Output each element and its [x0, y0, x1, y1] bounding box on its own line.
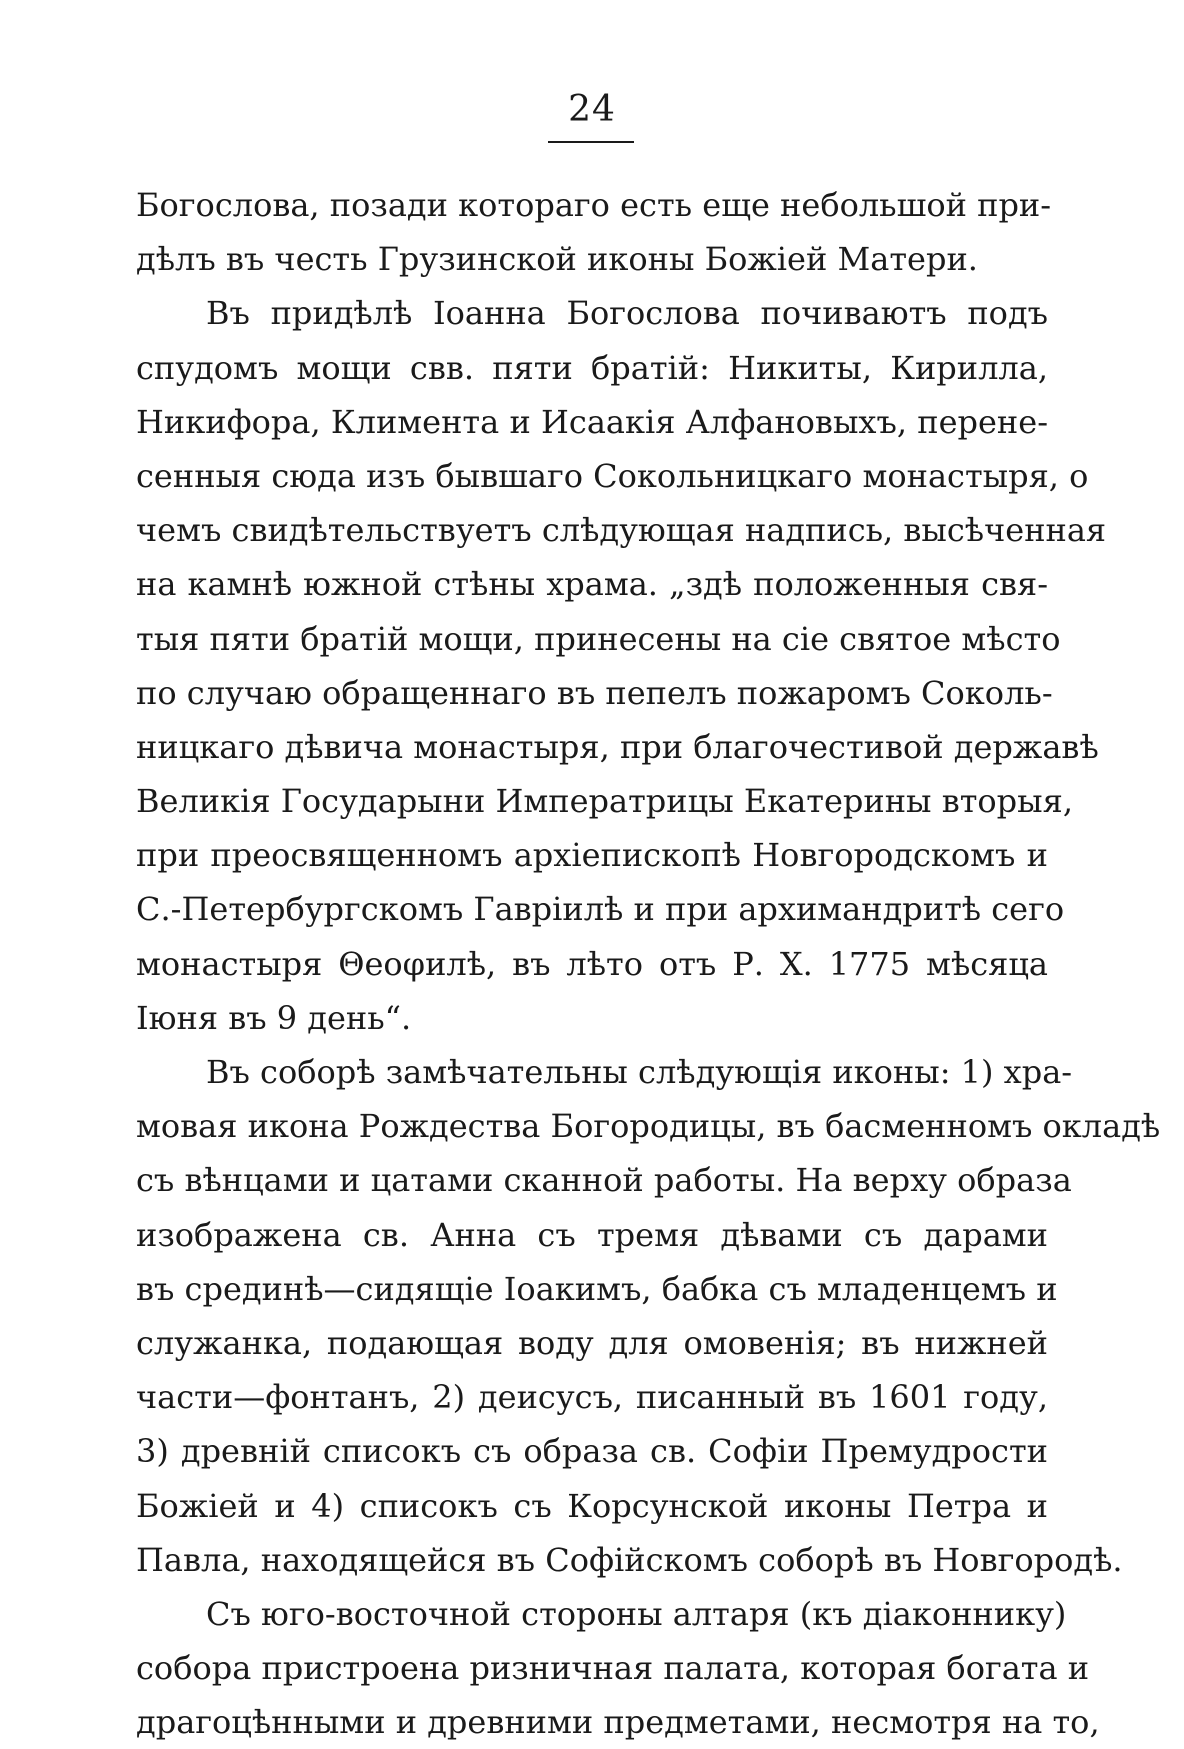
text-line: Великія Государыни Императрицы Екатерины вторыя, [136, 782, 1073, 821]
text-line: дѣлъ въ честь Грузинской иконы Божіей Матери. [136, 240, 978, 279]
text-line: части—фонтанъ, 2) деисусъ, писанный въ 1601 году, [136, 1378, 1048, 1417]
text-line: служанка, подающая воду для омовенія; въ нижней [136, 1323, 1048, 1362]
text-line: Іюня въ 9 день“. [136, 998, 412, 1037]
text-line: собора пристроена ризничная палата, которая богата и [136, 1649, 1090, 1688]
text-line: съ вѣнцами и цатами сканной работы. На верху образа [136, 1161, 1072, 1200]
text-line: мовая икона Рождества Богородицы, въ басменномъ окладѣ [136, 1107, 1161, 1146]
text-line: Въ соборѣ замѣчательны слѣдующія иконы: 1) хра- [206, 1053, 1073, 1091]
text-line: по случаю обращеннаго въ пепелъ пожаромъ Соколь- [136, 673, 1053, 712]
text-line: на камнѣ южной стѣны храма. „здѣ положенныя свя- [136, 565, 1048, 604]
text-line: Съ юго-восточной стороны алтаря (къ діаконнику) [206, 1594, 1067, 1633]
body-text [136, 178, 1161, 1749]
text-line: 3) древній списокъ съ образа св. Софіи Премудрости [136, 1432, 1048, 1471]
text-line: Павла, находящейся въ Софійскомъ соборѣ въ Новгородѣ. [136, 1540, 1123, 1579]
text-line: въ срединѣ—сидящіе Іоакимъ, бабка съ младенцемъ и [136, 1269, 1058, 1308]
text-line: спудомъ мощи свв. пяти братій: Никиты, Кирилла, [136, 348, 1048, 387]
text-line: С.-Петербургскомъ Гавріилѣ и при архимандритѣ сего [136, 890, 1065, 929]
text-line: при преосвященномъ архіепископѣ Новгородскомъ и [136, 836, 1048, 875]
text-line: изображена св. Анна съ тремя дѣвами съ дарами [136, 1215, 1048, 1254]
text-line: ницкаго дѣвича монастыря, при благочестивой державѣ [136, 727, 1099, 766]
text-line: Никифора, Климента и Исаакія Алфановыхъ, перене- [136, 402, 1048, 441]
text-line: сенныя сюда изъ бывшаго Сокольницкаго монастыря, о [136, 456, 1089, 495]
text-line: чемъ свидѣтельствуетъ слѣдующая надпись, высѣченная [136, 511, 1107, 550]
text-line: монастыря Θеоφилѣ, въ лѣто отъ Р. Х. 1775 мѣсяца [136, 944, 1048, 983]
page-number: 24 [568, 89, 616, 130]
text-line: драгоцѣнными и древними предметами, несмотря на то, [136, 1703, 1100, 1742]
text-line: Богослова, позади котораго есть еще небольшой при- [136, 186, 1052, 224]
text-line: Божіей и 4) списокъ съ Корсунской иконы Петра и [136, 1486, 1048, 1525]
text-line: тыя пяти братій мощи, принесены на сіе святое мѣсто [136, 619, 1061, 658]
text-line: Въ придѣлѣ Іоанна Богослова почиваютъ подъ [206, 294, 1048, 333]
page-number-rule [548, 141, 634, 143]
